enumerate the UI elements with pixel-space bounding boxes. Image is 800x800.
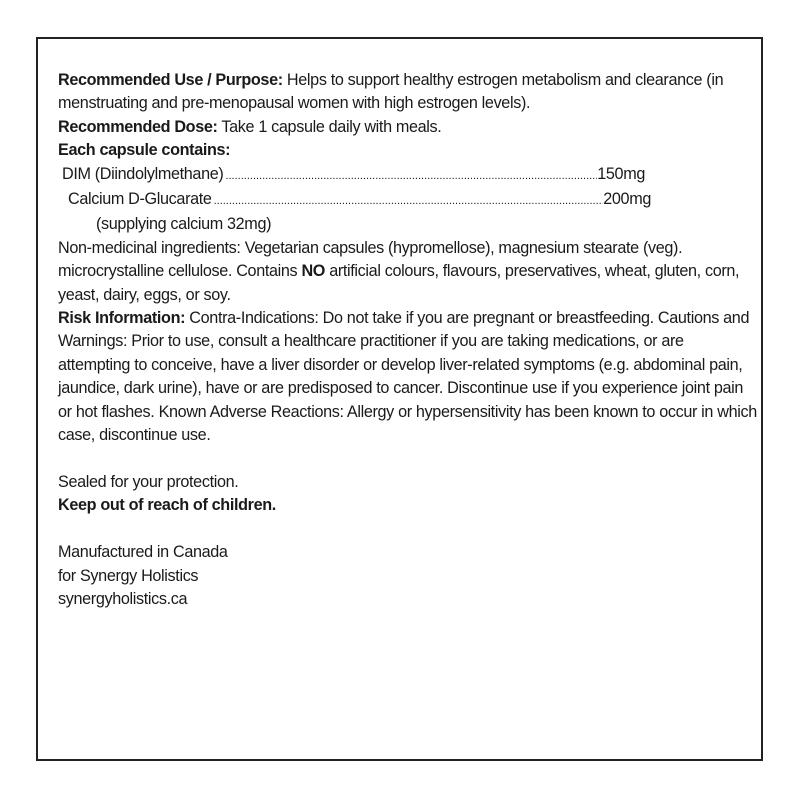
dot-leader: [223, 165, 597, 188]
risk-information-text: Contra-Indications: Do not take if you are pregnant or breastfeeding. Cautions and Warnings: Prior to use, consult a healthcare practitioner if you are taking medications, or are attempting to conceive, have a liver disorder or develop liver-related symptoms (e.g. abdominal pain, jaundice, dark urine), have or are predisposed to cancer. Discontinue use if you experience joint pain or hot flashes. Known Adverse Reactions: Allergy or hypersensitivity has been known to occur in which case, discontinue use.: [58, 309, 757, 445]
non-medicinal-text-before: Non-medicinal ingredients: Vegetarian capsules (hypromellose), magnesium stearate (veg). microcrystalline cellulose. Contains: [58, 238, 683, 281]
sealed-notice: Sealed for your protection.: [58, 472, 239, 491]
non-medicinal-emphasis: NO: [301, 262, 326, 281]
label-content: [58, 69, 758, 611]
ingredient-sub-note: (supplying calcium 32mg): [96, 215, 272, 234]
label-panel: [36, 37, 763, 761]
risk-information-label: Risk Information:: [58, 309, 186, 328]
ingredient-row: [58, 188, 651, 213]
recommended-dose-label: Recommended Dose:: [58, 117, 218, 136]
risk-information: [58, 307, 758, 447]
capsule-contents-heading: Each capsule contains:: [58, 141, 231, 160]
recommended-use-text: Helps to support healthy estrogen metabolism and clearance (in menstruating and pre-menopausal women with high estrogen levels).: [58, 71, 724, 113]
recommended-dose: [58, 116, 758, 139]
ingredient-name: DIM (Diindolylmethane): [62, 164, 224, 183]
recommended-use: [58, 69, 758, 116]
ingredient-row: [58, 163, 645, 188]
manufacturer-name: for Synergy Holistics: [58, 566, 199, 585]
manufacturer-website: synergyholistics.ca: [58, 589, 188, 608]
manufactured-in: Manufactured in Canada: [58, 543, 228, 562]
child-warning: Keep out of reach of children.: [58, 496, 276, 515]
ingredient-amount: 150mg: [597, 164, 645, 183]
spacer: [58, 448, 758, 471]
recommended-dose-text: Take 1 capsule daily with meals.: [217, 117, 442, 136]
non-medicinal-ingredients: [58, 237, 758, 307]
recommended-use-label: Recommended Use / Purpose:: [58, 71, 283, 89]
ingredient-amount: 200mg: [603, 190, 651, 209]
ingredient-name: Calcium D-Glucarate: [68, 190, 212, 209]
spacer: [58, 518, 758, 541]
dot-leader: [212, 190, 604, 213]
non-medicinal-text-after: artificial colours, flavours, preservatives, wheat, gluten, corn, yeast, dairy, eggs, or soy.: [58, 262, 740, 304]
